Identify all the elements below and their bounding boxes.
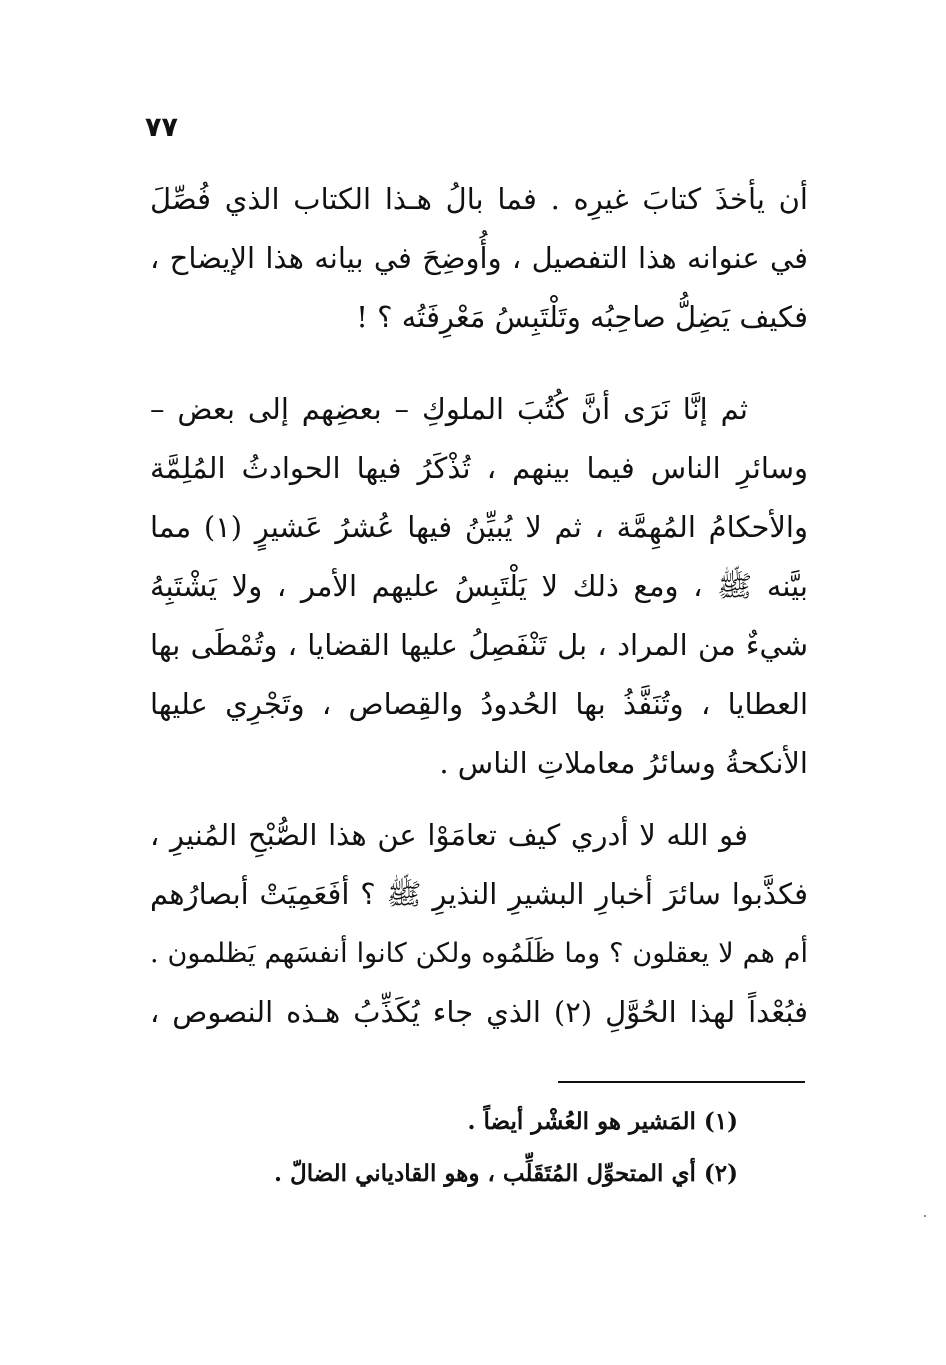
page-number: ٧٧ [145,112,178,143]
paragraph-3 [150,806,808,1042]
text-line: فبُعْداً لهذا الحُوَّلِ (٢) الذي جاء يُكَذِّبُ هـذه النصوص ، [150,995,808,1029]
text-line: وسائرِ الناس فيما بينهم ، تُذْكَرُ فيها الحوادثُ المُلِمَّة [150,451,808,485]
text-line: والأحكامُ المُهِمَّة ، ثم لا يُبيِّنُ فيها عُشرُ عَشيرٍ (١) مما [150,510,808,544]
footnotes [150,1096,738,1200]
text-line: ثم إنَّا نَرَى أنَّ كُتُبَ الملوكِ – بعضِهم إلى بعض – [150,392,748,426]
footnote-2: (٢) أي المتحوِّل المُتَقَلِّب ، وهو القادياني الضالّ . [273,1160,738,1187]
text-line: الأنكحةُ وسائرُ معاملاتِ الناس . [439,746,808,780]
footnote-separator [558,1081,805,1083]
text-line: العطايا ، وتُنَفَّذُ بها الحُدودُ والقِصاص ، وتَجْرِي عليها [150,687,808,721]
scan-speck [924,1215,926,1217]
text-line: فو الله لا أدري كيف تعامَوْا عن هذا الصُّبْحِ المُنيرِ ، [150,818,748,852]
text-line: شيءٌ من المراد ، بل تَنْفَصِلُ عليها القضايا ، وتُمْطَى بها [150,628,808,662]
text-line: أن يأخذَ كتابَ غيرِه . فما بالُ هـذا الكتاب الذي فُصِّلَ [150,182,808,216]
paragraph-1 [150,170,808,347]
text-line: فكيف يَضِلُّ صاحِبُه وتَلْتَبِسُ مَعْرِفَتُه ؟ ! [356,300,808,334]
footnote-1: (١) المَشير هو العُشْر أيضاً . [467,1108,738,1135]
text-line: فكذَّبوا سائرَ أخبارِ البشيرِ النذيرِ ﷺ ؟ أفَعَمِيَتْ أبصارُهم [150,877,808,911]
text-line: في عنوانه هذا التفصيل ، وأُوضِحَ في بيانه هذا الإيضاح ، [150,241,808,275]
text-line: بيَّنه ﷺ ، ومع ذلك لا يَلْتَبِسُ عليهم الأمر ، ولا يَشْتَبِهُ [150,569,808,603]
paragraph-2 [150,380,808,793]
text-line: أم هم لا يعقلون ؟ وما ظَلَمُوه ولكن كانوا أنفسَهم يَظلمون . [150,938,808,969]
